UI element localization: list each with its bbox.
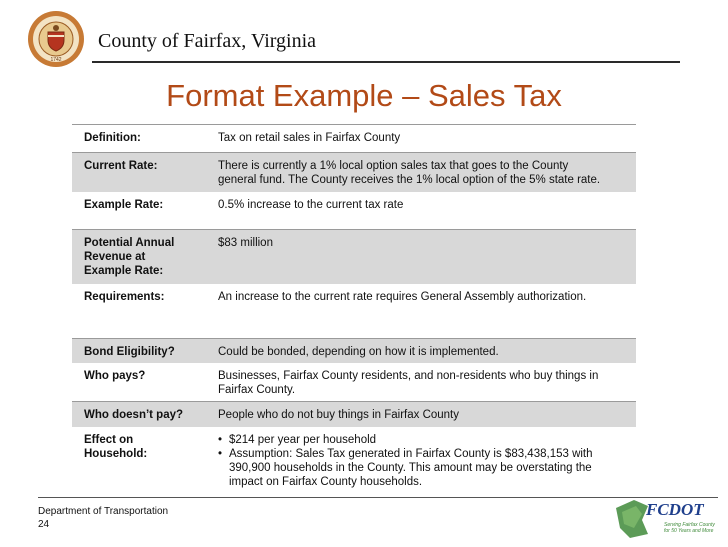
row-value [218,427,632,492]
bullet-line: 390,900 households in the County. This amount may be overstating the [229,462,592,474]
seal-year: 1742 [50,57,62,63]
label-line: Potential Annual [84,237,175,249]
slide-title: Format Example – Sales Tax [166,78,562,113]
row-label: Who pays? [84,370,146,382]
bullet-item [218,447,632,489]
row-label: Requirements: [84,291,165,303]
fcdot-wordmark: FCDOT [646,500,704,519]
row-value: An increase to the current rate requires General Assembly authorization. [218,291,587,303]
value-line: general fund. The County receives the 1% local option of the 5% state rate. [218,174,601,186]
row-value: 0.5% increase to the current tax rate [218,199,404,211]
row-value: $83 million [218,237,273,249]
row-label [84,427,218,492]
row-value: Tax on retail sales in Fairfax County [218,132,401,144]
row-value [218,363,632,401]
row-value: Could be bonded, depending on how it is implemented. [218,346,499,358]
value-line: Fairfax County. [218,384,296,396]
bullet-line: impact on Fairfax County households. [229,476,423,488]
county-title: County of Fairfax, Virginia [98,30,317,52]
footer-department: Department of Transportation [38,506,169,517]
bullet-line: • Assumption: Sales Tax generated in Fairfax County is $83,438,153 with [229,448,593,460]
table-row [72,402,636,427]
table-row [72,339,636,363]
row-label: Definition: [84,132,141,144]
row-label [84,230,218,284]
row-value [218,153,632,192]
effect-bullets [218,433,632,489]
label-line: Example Rate: [84,265,164,277]
label-line: Household: [84,448,148,460]
table-row [72,284,636,339]
sales-tax-table [72,124,636,492]
fcdot-tagline-line: Serving Fairfax County [664,522,715,528]
table-row [72,363,636,402]
header-divider [92,61,680,63]
bullet-item [218,433,632,447]
value-line: Businesses, Fairfax County residents, and non-residents who buy things in [218,370,599,382]
label-line: Revenue at [84,251,146,263]
label-line: Effect on [84,434,134,446]
row-label: Current Rate: [84,160,158,172]
row-value: People who do not buy things in Fairfax County [218,409,460,421]
row-label: Example Rate: [84,199,164,211]
table-row [72,124,636,153]
table-row [72,427,636,492]
fcdot-logo [612,494,718,542]
row-label: Bond Eligibility? [84,346,175,358]
table-row [72,192,636,230]
fcdot-tagline-line: for 50 Years and More [664,528,714,534]
table-row [72,230,636,284]
page-number: 24 [38,519,50,530]
row-label: Who doesn’t pay? [84,409,184,421]
bullet-line: • $214 per year per household [229,434,377,446]
county-seal-logo [27,10,85,68]
value-line: There is currently a 1% local option sales tax that goes to the County [218,160,569,172]
table-row [72,153,636,192]
